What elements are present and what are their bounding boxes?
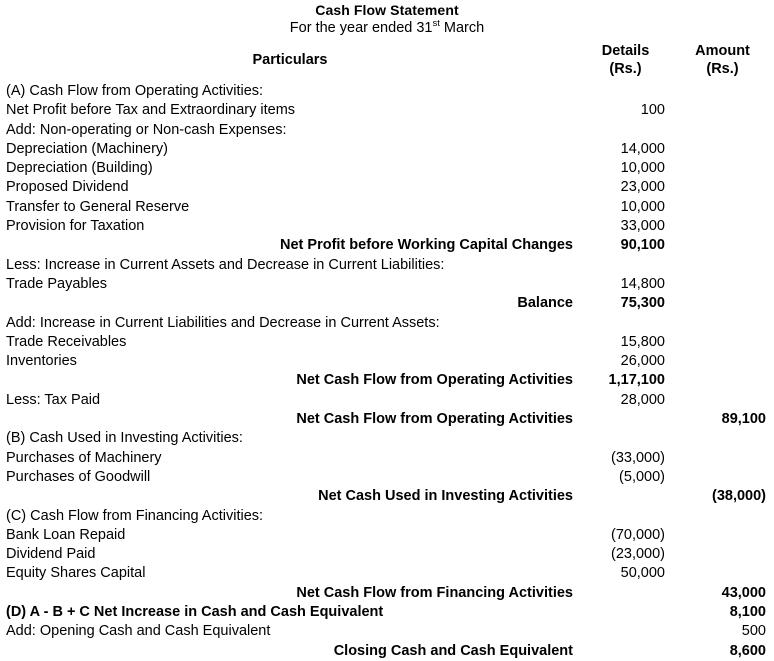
row-amount-value <box>672 198 773 217</box>
row-amount-value <box>672 333 773 352</box>
table-row <box>1 314 773 333</box>
table-row <box>1 507 773 526</box>
row-details-value <box>579 410 672 429</box>
row-amount-value <box>672 236 773 255</box>
table-row <box>1 468 773 487</box>
row-details-value: 10,000 <box>620 160 665 177</box>
row-amount-value <box>672 275 773 294</box>
row-amount-value <box>672 507 773 526</box>
row-details-value <box>579 507 672 526</box>
row-amount-value <box>672 352 773 371</box>
row-amount-value <box>672 449 773 468</box>
row-amount-value: 8,600 <box>729 642 766 659</box>
row-details-value: 50,000 <box>620 565 665 582</box>
row-label: Add: Opening Cash and Cash Equivalent <box>6 623 271 640</box>
table-row <box>1 140 773 159</box>
column-header-amount-line1: Amount <box>695 43 750 59</box>
row-label: Add: Non-operating or Non-cash Expenses: <box>6 121 287 138</box>
row-label: Depreciation (Machinery) <box>6 140 168 157</box>
column-header-details <box>579 39 672 82</box>
row-label: Purchases of Goodwill <box>6 468 151 485</box>
page-subtitle <box>0 19 774 37</box>
row-label: Net Cash Flow from Operating Activities <box>296 372 573 389</box>
row-details-value: (5,000) <box>619 468 665 485</box>
row-label: Net Profit before Tax and Extraordinary items <box>6 102 296 119</box>
row-amount-value <box>672 429 773 448</box>
row-amount-value <box>672 256 773 275</box>
row-label: (D) A - B + C Net Increase in Cash and Cash Equivalent <box>6 604 384 621</box>
row-label: Balance <box>517 295 573 312</box>
row-label: Net Cash Flow from Financing Activities <box>296 584 573 601</box>
row-amount-value <box>672 391 773 410</box>
row-label: Trade Payables <box>6 275 108 292</box>
row-amount-value: (38,000) <box>711 488 766 505</box>
row-label: Add: Increase in Current Liabilities and Decrease in Current Assets: <box>6 314 440 331</box>
row-details-value <box>579 256 672 275</box>
table-row <box>1 487 773 506</box>
row-amount-value <box>672 545 773 564</box>
table-row <box>1 121 773 140</box>
row-amount-value: 89,100 <box>721 411 766 428</box>
row-label: (C) Cash Flow from Financing Activities: <box>6 507 264 524</box>
row-label: Depreciation (Building) <box>6 160 153 177</box>
row-details-value: 28,000 <box>620 391 665 408</box>
column-header-details-line2: (Rs.) <box>609 61 642 77</box>
subtitle-suffix: March <box>439 20 485 36</box>
row-label: Trade Receivables <box>6 333 127 350</box>
row-amount-value: 43,000 <box>721 584 766 601</box>
table-row <box>1 584 773 603</box>
table-row <box>1 545 773 564</box>
row-amount-value <box>672 526 773 545</box>
row-amount-value <box>672 140 773 159</box>
row-amount-value <box>672 217 773 236</box>
row-label: Proposed Dividend <box>6 179 129 196</box>
row-details-value: 14,000 <box>620 140 665 157</box>
row-details-value: (33,000) <box>610 449 665 466</box>
row-amount-value <box>672 564 773 583</box>
table-row <box>1 198 773 217</box>
row-label: Less: Increase in Current Assets and Decrease in Current Liabilities: <box>6 256 445 273</box>
row-label: Purchases of Machinery <box>6 449 162 466</box>
row-details-value: 14,800 <box>620 275 665 292</box>
table-row <box>1 391 773 410</box>
row-label: Net Cash Flow from Operating Activities <box>296 411 573 428</box>
table-row <box>1 217 773 236</box>
row-details-value <box>579 314 672 333</box>
row-details-value <box>579 622 672 641</box>
row-details-value: 90,100 <box>620 237 665 254</box>
row-label: Bank Loan Repaid <box>6 526 126 543</box>
row-label: Transfer to General Reserve <box>6 198 190 215</box>
table-row <box>1 622 773 641</box>
table-row <box>1 236 773 255</box>
row-details-value: (70,000) <box>610 526 665 543</box>
table-body <box>1 82 773 661</box>
row-details-value: 15,800 <box>620 333 665 350</box>
row-amount-value: 8,100 <box>729 604 766 621</box>
row-label: Net Profit before Working Capital Changes <box>280 237 573 254</box>
table-row <box>1 429 773 448</box>
table-row <box>1 642 773 661</box>
subtitle-prefix: For the year ended 31 <box>289 20 433 36</box>
table-row <box>1 275 773 294</box>
row-amount-value <box>672 121 773 140</box>
table-row <box>1 159 773 178</box>
row-amount-value <box>672 294 773 313</box>
cash-flow-table <box>1 39 773 661</box>
table-row <box>1 449 773 468</box>
row-amount-value <box>672 178 773 197</box>
row-details-value <box>579 642 672 661</box>
row-amount-value <box>672 468 773 487</box>
table-row <box>1 256 773 275</box>
table-row <box>1 526 773 545</box>
row-details-value <box>579 82 672 101</box>
table-row <box>1 294 773 313</box>
subtitle-ordinal-suffix: st <box>432 18 440 30</box>
row-details-value <box>579 121 672 140</box>
row-details-value: 75,300 <box>620 295 665 312</box>
row-label: Dividend Paid <box>6 546 96 563</box>
column-header-amount <box>672 39 773 82</box>
row-amount-value <box>672 82 773 101</box>
row-details-value <box>579 487 672 506</box>
row-details-value: 33,000 <box>620 218 665 235</box>
row-label: Inventories <box>6 353 77 370</box>
row-amount-value <box>672 159 773 178</box>
row-details-value <box>579 584 672 603</box>
column-header-details-line1: Details <box>601 43 650 59</box>
table-row <box>1 101 773 120</box>
table-row <box>1 410 773 429</box>
table-row <box>1 564 773 583</box>
row-details-value <box>579 429 672 448</box>
table-row <box>1 82 773 101</box>
column-header-amount-line2: (Rs.) <box>706 61 739 77</box>
row-amount-value <box>672 101 773 120</box>
table-row <box>1 178 773 197</box>
row-label: Provision for Taxation <box>6 218 145 235</box>
row-details-value: 100 <box>640 102 665 119</box>
row-amount-value: 500 <box>741 623 766 640</box>
row-details-value: 10,000 <box>620 198 665 215</box>
header-row <box>1 39 773 82</box>
title-block <box>0 0 774 37</box>
table-row <box>1 333 773 352</box>
page-title: Cash Flow Statement <box>315 2 459 18</box>
row-amount-value <box>672 314 773 333</box>
row-label: Less: Tax Paid <box>6 391 101 408</box>
row-details-value: 1,17,100 <box>608 372 665 389</box>
row-details-value: 26,000 <box>620 353 665 370</box>
row-label: (B) Cash Used in Investing Activities: <box>6 430 243 447</box>
table-row <box>1 371 773 390</box>
row-amount-value <box>672 371 773 390</box>
row-details-value: (23,000) <box>610 546 665 563</box>
column-header-particulars: Particulars <box>252 52 328 68</box>
row-label: Net Cash Used in Investing Activities <box>318 488 573 505</box>
row-label: Equity Shares Capital <box>6 565 146 582</box>
table-row <box>1 352 773 371</box>
table-header <box>1 39 773 82</box>
row-label: Closing Cash and Cash Equivalent <box>333 642 573 659</box>
row-details-value: 23,000 <box>620 179 665 196</box>
row-label: (A) Cash Flow from Operating Activities: <box>6 83 264 99</box>
